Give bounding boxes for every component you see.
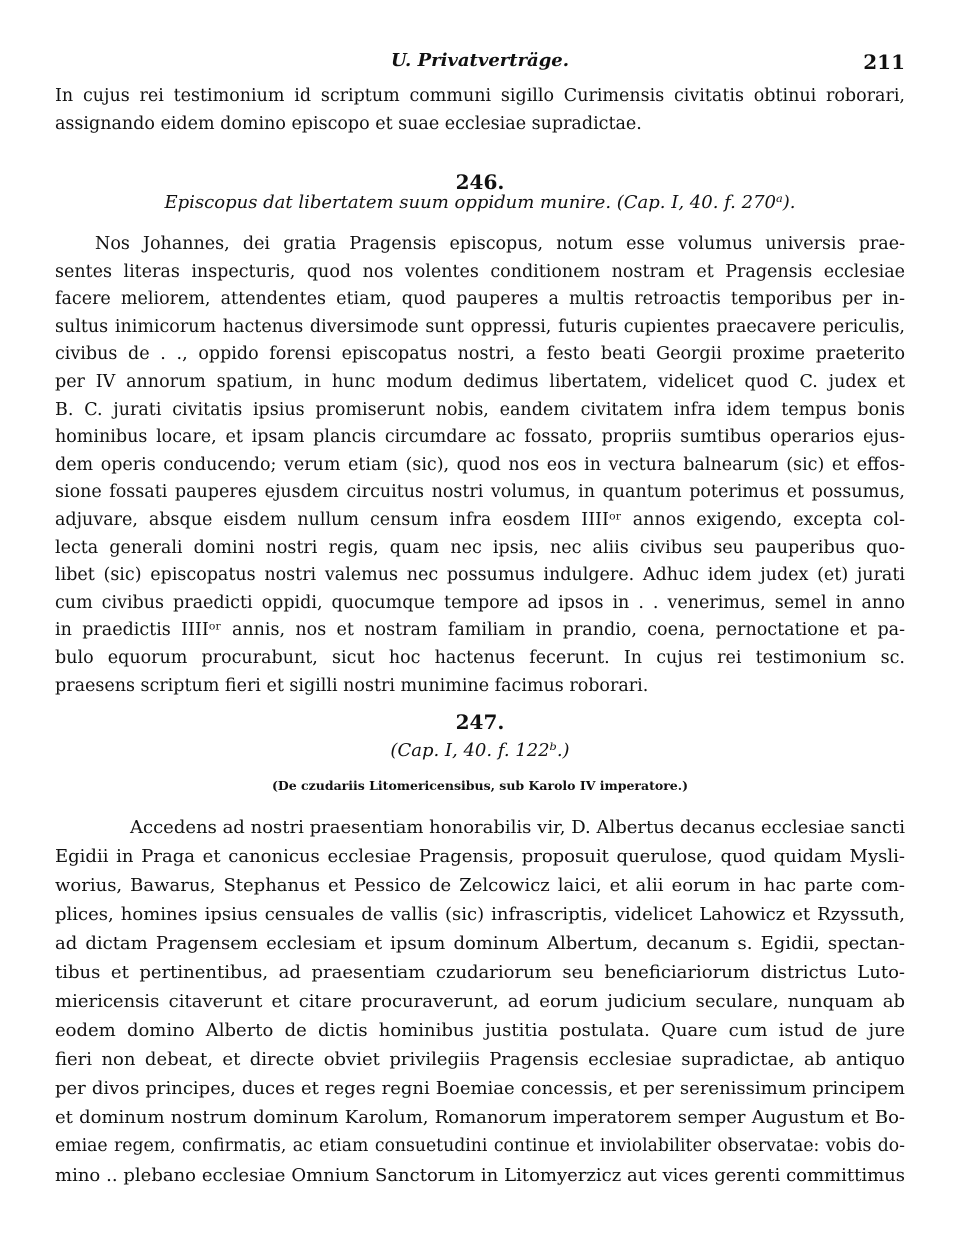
text-line: In cujus rei testimonium id scriptum communi sigillo Curimensis civitatis obtinui roborari, [55,86,905,106]
page-number: 211 [863,50,905,74]
text-line: assignando eidem domino episcopo et suae ecclesiae supradictae. [55,113,642,134]
text-line: fieri non debeat, et directe obviet privilegiis Pragensis ecclesiae supradictae, ab antiquo [55,1049,905,1070]
text-line: bulo equorum procurabunt, sicut hoc hactenus fecerunt. In cujus rei testimonium sc. [55,647,905,668]
text-line: mino .. plebano ecclesiae Omnium Sanctorum in Litomyerzicz aut vices gerenti committimus [55,1165,905,1186]
text-line: eodem domino Alberto de dictis hominibus justitia postulata. Quare cum istud de jure [55,1020,905,1041]
text-line: sultus inimicorum hactenus diversimode sunt oppressi, futuris cupientes praecavere periculis, [55,316,905,337]
book-page [55,0,905,1236]
document-number-246: 246. [455,170,505,194]
text-line: sione fossati pauperes ejusdem circuitus nostri volumus, in quantum poterimus et possumus, [55,482,905,503]
text-line: B. C. jurati civitatis ipsius promiserunt nobis, eandem civitatem infra idem tempus bonis [55,399,905,420]
intro-paragraph [55,83,905,138]
text-line: miericensis citaverunt et citare procuraverunt, ad eorum judicium seculare, nunquam ab [55,991,905,1012]
text-line: lecta generali domini nostri regis, quam nec ipsis, nec aliis civibus seu pauperibus quo- [55,537,905,558]
text-line: worius, Bawarus, Stephanus et Pessico de Zelcowicz laici, et alii eorum in hac parte com- [55,875,905,896]
running-header [55,50,905,74]
text-line: dem operis conducendo; verum etiam (sic), quod nos eos in vectura balnearum (sic) et effos- [55,454,905,475]
document-number-247: 247. [455,710,505,734]
text-line: civibus de . ., oppido forensi episcopatus nostri, a festo beati Georgii proxime praeterito [55,344,905,365]
document-note-247: (De czudariis Litomericensibus, sub Karolo IV imperatore.) [271,778,689,793]
text-line: emiae regem, confirmatis, ac etiam consuetudini continue et inviolabiliter observatae: vobis do- [55,1136,905,1156]
text-line: per IV annorum spatium, in hunc modum dedimus libertatem, videlicet quod C. judex et [55,371,905,392]
text-line: tibus et pertinentibus, ad praesentiam czudariorum seu beneficiariorum districtus Luto- [55,962,905,983]
text-line: cum civibus praedicti oppidi, quocumque tempore ad ipsos in . . venerimus, semel in anno [55,592,905,613]
text-line: hominibus locare, et ipsam plancis circumdare ac fossato, propriis sumtibus operarios ejus- [55,427,905,448]
text-line: libet (sic) episcopatus nostri valemus nec possumus indulgere. Adhuc idem judex (et) jurati [55,565,905,586]
text-line: adjuvare, absque eisdem nullum censum infra eosdem IIIIᵒʳ annos exigendo, excepta col- [55,509,905,530]
document-text-246 [55,231,905,700]
text-line: plices, homines ipsius censuales de vallis (sic) infrascriptis, videlicet Lahowicz et Rzyssuth, [55,904,905,925]
text-line: Accedens ad nostri praesentiam honorabilis vir, D. Albertus decanus ecclesiae sancti [130,817,905,838]
document-caption-246: Episcopus dat libertatem suum oppidum munire. (Cap. I, 40. f. 270ᵃ). [164,192,796,213]
text-line: praesens scriptum fieri et sigilli nostri munimine facimus roborari. [55,675,649,696]
running-title: U. Privatverträge. [390,50,570,71]
text-line: et dominum nostrum dominum Karolum, Romanorum imperatorem semper Augustum et Bo- [55,1107,905,1128]
document-text-247 [55,813,905,1190]
document-caption-247: (Cap. I, 40. f. 122ᵇ.) [390,740,570,761]
text-line: Egidii in Praga et canonicus ecclesiae Pragensis, proposuit querulose, quod quidam Mysli- [55,846,905,867]
text-line: per divos principes, duces et reges regni Boemiae concessis, et per serenissimum principem [55,1078,905,1099]
text-line: ad dictam Pragensem ecclesiam et ipsum dominum Albertum, decanum s. Egidii, spectan- [55,933,905,954]
text-line: sentes literas inspecturis, quod nos volentes conditionem nostram et Pragensis ecclesiae [55,261,905,282]
text-line: facere meliorem, attendentes etiam, quod pauperes a multis retroactis temporibus per in- [55,289,905,310]
text-line: Nos Johannes, dei gratia Pragensis episcopus, notum esse volumus universis prae- [95,234,905,254]
text-line: in praedictis IIIIᵒʳ annis, nos et nostram familiam in prandio, coena, pernoctatione et pa- [55,620,905,641]
